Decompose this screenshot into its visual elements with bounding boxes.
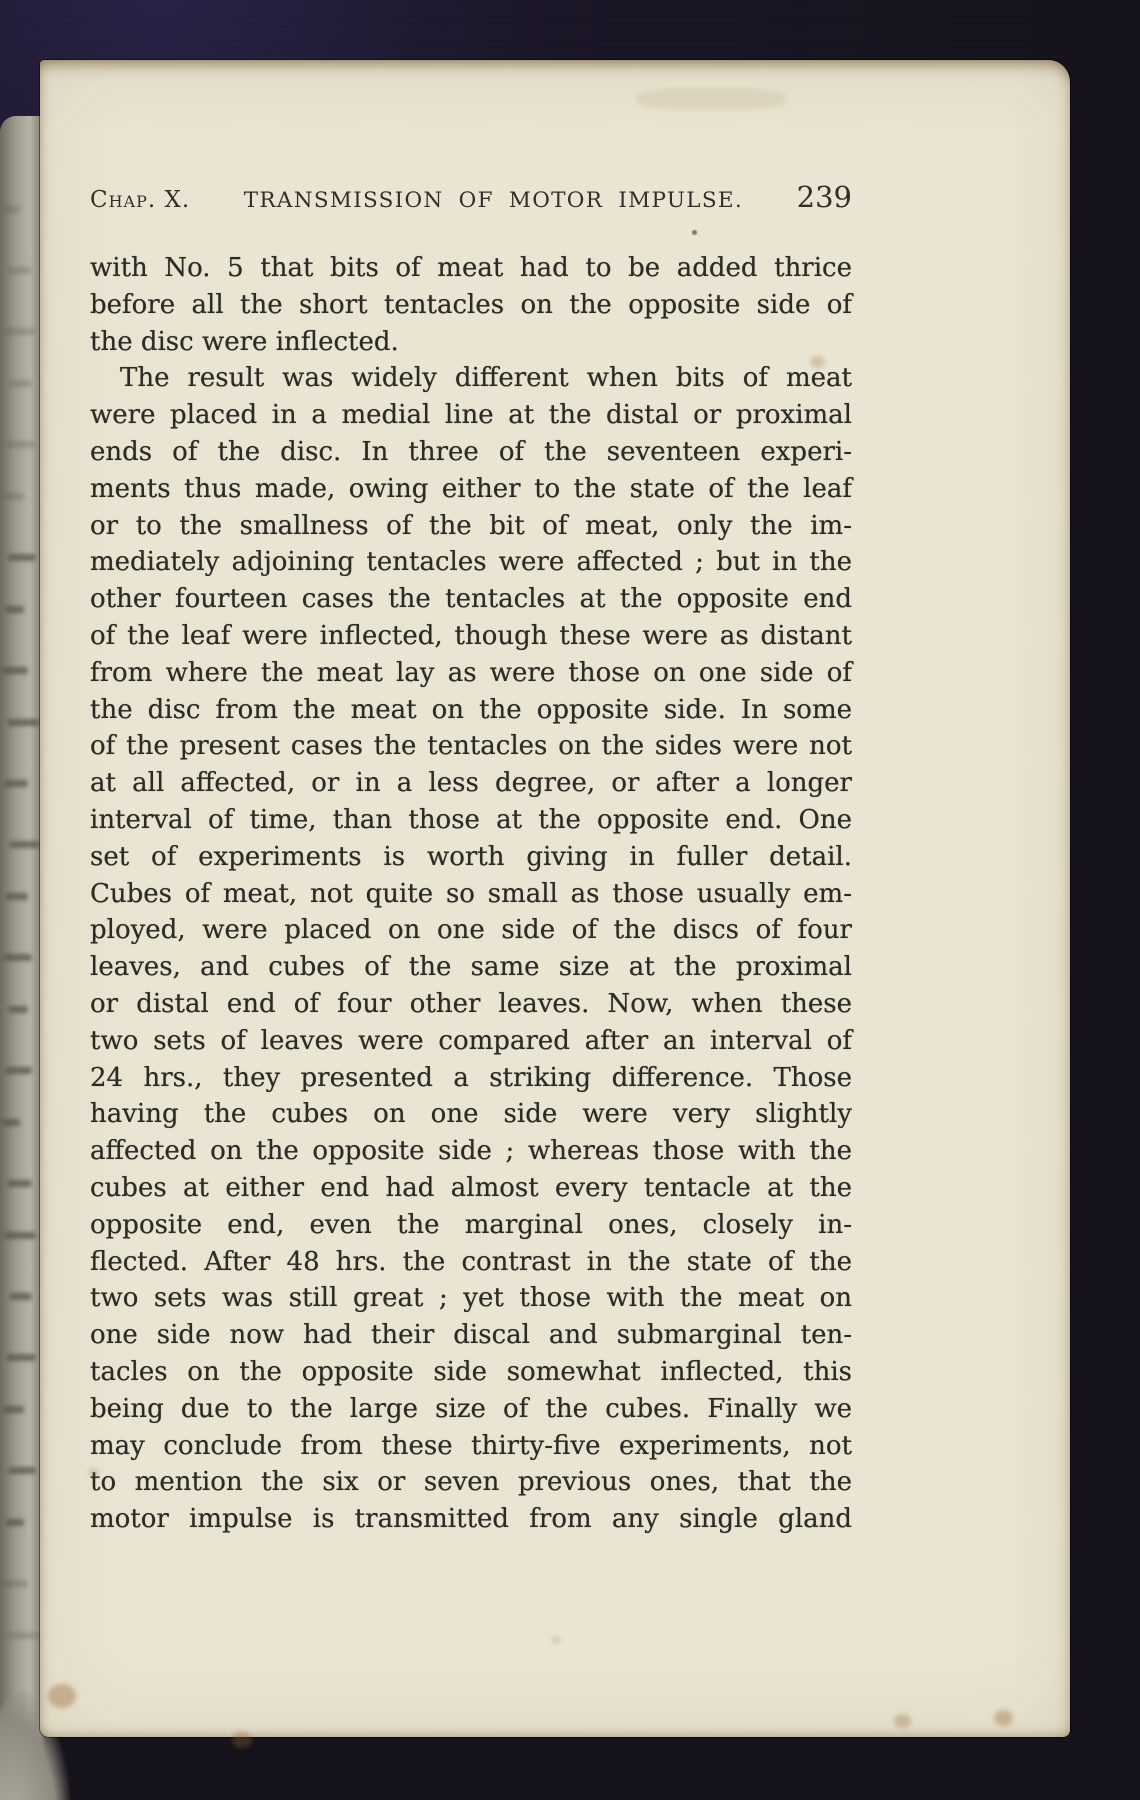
ghost-text-line bbox=[4, 780, 28, 787]
foxing-spot bbox=[994, 1710, 1013, 1726]
foxing-spot bbox=[552, 1636, 561, 1644]
ghost-text-line bbox=[3, 954, 32, 961]
text-line: ployed, were placed on one side of the discs of four bbox=[90, 915, 852, 946]
text-line: ends of the disc. In three of the seventeen experi- bbox=[90, 436, 852, 467]
ghost-text-line bbox=[9, 1293, 32, 1300]
ghost-text-line bbox=[5, 1519, 24, 1526]
chapter-label: Chap. X. bbox=[90, 187, 191, 213]
facing-page-edges bbox=[0, 116, 44, 1800]
book-page bbox=[40, 60, 1070, 1737]
foxing-spot bbox=[636, 88, 786, 110]
ghost-text-line bbox=[4, 1232, 36, 1239]
text-line: leaves, and cubes of the same size at the proximal bbox=[90, 952, 852, 983]
ghost-text-line bbox=[7, 267, 32, 274]
page-number: 239 bbox=[796, 180, 852, 214]
text-line: two sets was still great ; yet those with the meat on bbox=[90, 1283, 852, 1314]
ghost-text-line bbox=[4, 328, 36, 335]
text-line: the disc from the meat on the opposite side. In some bbox=[90, 694, 852, 725]
text-line: of the leaf were inflected, though these were as distant bbox=[90, 620, 852, 651]
ghost-text-line bbox=[2, 1580, 28, 1587]
text-line: flected. After 48 hrs. the contrast in the state of the bbox=[90, 1246, 852, 1277]
text-line: before all the short tentacles on the opposite side of bbox=[90, 289, 852, 320]
ghost-text-line bbox=[7, 1632, 40, 1639]
text-line: affected on the opposite side ; whereas those with the bbox=[90, 1136, 852, 1167]
text-line: set of experiments is worth giving in fuller detail. bbox=[90, 841, 852, 872]
ghost-text-line bbox=[2, 667, 28, 674]
text-line: mediately adjoining tentacles were affected ; but in the bbox=[90, 547, 852, 578]
text-line: cubes at either end had almost every tentacle at the bbox=[90, 1172, 852, 1203]
text-line: motor impulse is transmitted from any single gland bbox=[90, 1504, 852, 1535]
text-line: with No. 5 that bits of meat had to be added thrice bbox=[90, 253, 852, 283]
ghost-text-line bbox=[5, 1067, 32, 1074]
ghost-text-line bbox=[8, 554, 36, 561]
text-line: to mention the six or seven previous ones, that the bbox=[90, 1467, 852, 1498]
text-line: other fourteen cases the tentacles at the opposite end bbox=[90, 584, 852, 615]
ghost-text-line bbox=[6, 441, 36, 448]
ghost-text-line bbox=[2, 1119, 20, 1126]
text-line: tacles on the opposite side somewhat inflected, this bbox=[90, 1356, 852, 1387]
ghost-text-line bbox=[5, 606, 24, 613]
ghost-text-line bbox=[9, 380, 32, 387]
foxing-spot bbox=[48, 1684, 76, 1708]
text-line: ments thus made, owing either to the state of the leaf bbox=[90, 473, 852, 504]
text-line: or distal end of four other leaves. Now, when these bbox=[90, 988, 852, 1019]
text-line: The result was widely different when bits of meat bbox=[120, 363, 852, 394]
page-title: TRANSMISSION OF MOTOR IMPULSE. bbox=[243, 188, 744, 213]
ghost-text-line bbox=[8, 1006, 28, 1013]
text-line: may conclude from these thirty-five experiments, not bbox=[90, 1430, 852, 1461]
text-line: being due to the large size of the cubes. Finally we bbox=[90, 1393, 852, 1424]
ghost-text-line bbox=[6, 893, 28, 900]
text-line: interval of time, than those at the opposite end. One bbox=[90, 804, 852, 835]
text-line: were placed in a medial line at the distal or proximal bbox=[90, 400, 852, 431]
text-line: Cubes of meat, not quite so small as those usually em- bbox=[90, 878, 852, 909]
foxing-spot bbox=[232, 1732, 252, 1748]
body-text bbox=[90, 250, 852, 1538]
text-line: 24 hrs., they presented a striking difference. Those bbox=[90, 1062, 852, 1093]
ghost-text-line bbox=[9, 841, 40, 848]
text-line: at all affected, or in a less degree, or after a longer bbox=[90, 768, 852, 799]
ghost-text-line bbox=[7, 719, 40, 726]
text-line: or to the smallness of the bit of meat, only the im- bbox=[90, 510, 852, 541]
text-line: from where the meat lay as were those on one side of bbox=[90, 657, 852, 688]
text-line: two sets of leaves were compared after an interval of bbox=[90, 1025, 852, 1056]
ink-speck bbox=[692, 230, 697, 235]
ghost-text-line bbox=[3, 493, 24, 500]
ghost-text-line bbox=[3, 1406, 24, 1413]
text-line: the disc were inflected. bbox=[90, 326, 399, 357]
text-line: having the cubes on one side were very slightly bbox=[90, 1099, 852, 1130]
ghost-text-line bbox=[2, 206, 20, 213]
running-header bbox=[90, 180, 852, 214]
ghost-text-line bbox=[8, 1467, 36, 1474]
ghost-text-line bbox=[6, 1354, 36, 1361]
foxing-spot bbox=[894, 1714, 911, 1728]
text-line: of the present cases the tentacles on the sides were not bbox=[90, 731, 852, 762]
ghost-text-line bbox=[7, 1180, 32, 1187]
text-line: opposite end, even the marginal ones, closely in- bbox=[90, 1209, 852, 1240]
text-line: one side now had their discal and submarginal ten- bbox=[90, 1320, 852, 1351]
